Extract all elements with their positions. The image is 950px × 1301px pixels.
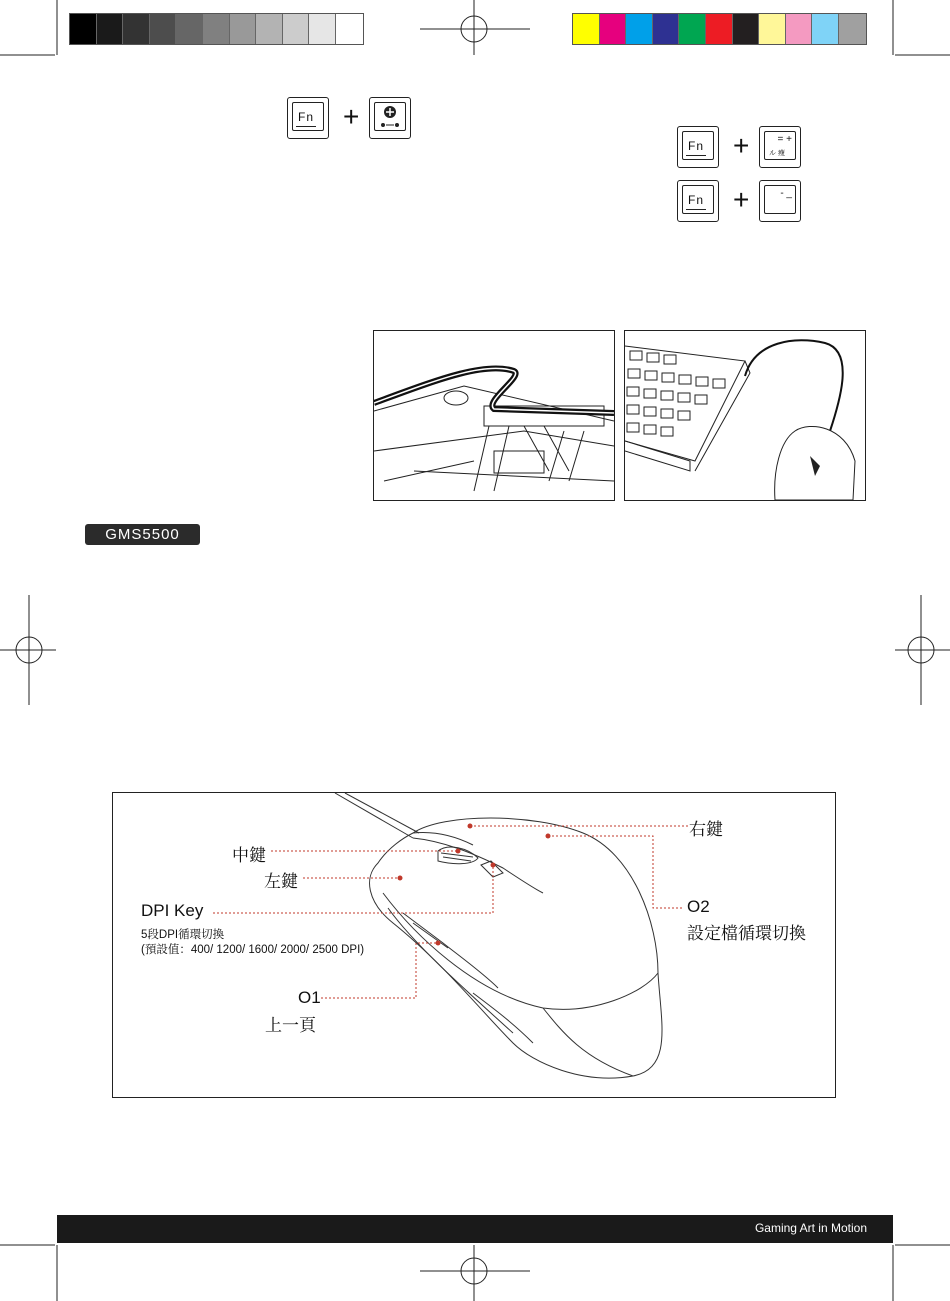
plus-sign: + <box>343 101 360 132</box>
model-badge: GMS5500 <box>85 524 200 545</box>
gray-swatch-5 <box>203 14 230 44</box>
mouse-diagram <box>112 792 836 1098</box>
o2-description: 設定檔循環切換 <box>687 924 806 943</box>
gray-swatch-10 <box>336 14 363 44</box>
keyboard-mouse-drawing <box>625 331 865 500</box>
footer-tagline: Gaming Art in Motion <box>754 1221 867 1235</box>
color-swatch-4 <box>679 14 706 44</box>
fn-key-3 <box>677 180 719 222</box>
gray-swatch-1 <box>97 14 124 44</box>
fn-key-label: Fn <box>688 193 705 207</box>
middle-button-label: 中鍵 <box>232 846 266 865</box>
color-swatch-9 <box>812 14 839 44</box>
footer-band <box>57 1215 893 1243</box>
color-swatch-6 <box>733 14 760 44</box>
color-swatch-3 <box>653 14 680 44</box>
minus-key <box>759 180 801 222</box>
gray-swatch-3 <box>150 14 177 44</box>
light-key <box>369 97 411 139</box>
color-swatch-2 <box>626 14 653 44</box>
color-bar <box>572 13 867 45</box>
gray-swatch-7 <box>256 14 283 44</box>
color-swatch-5 <box>706 14 733 44</box>
light-icon <box>375 103 405 129</box>
cable-routing-illustration <box>373 330 615 501</box>
gray-swatch-2 <box>123 14 150 44</box>
fn-key-2 <box>677 126 719 168</box>
o1-label: O1 <box>298 988 321 1007</box>
gray-swatch-4 <box>176 14 203 44</box>
color-swatch-8 <box>786 14 813 44</box>
dpi-key-label: DPI Key <box>141 901 204 920</box>
grayscale-bar <box>69 13 364 45</box>
left-button-label: 左鍵 <box>264 872 298 891</box>
o2-label: O2 <box>687 897 710 916</box>
color-swatch-10 <box>839 14 866 44</box>
fn-key-label: Fn <box>298 110 315 124</box>
color-swatch-1 <box>600 14 627 44</box>
dpi-default-values: (預設值：400/ 1200/ 1600/ 2000/ 2500 DPI) <box>141 944 365 956</box>
gray-swatch-9 <box>309 14 336 44</box>
o1-description: 上一頁 <box>265 1016 316 1035</box>
gray-swatch-8 <box>283 14 310 44</box>
plus-sign: + <box>733 130 750 161</box>
dpi-description: 5段DPI循環切換 <box>141 929 225 941</box>
right-button-label: 右鍵 <box>689 820 723 839</box>
gray-swatch-0 <box>70 14 97 44</box>
keyboard-mouse-illustration <box>624 330 866 501</box>
equal-key <box>759 126 801 168</box>
fn-key <box>287 97 329 139</box>
fn-key-label: Fn <box>688 139 705 153</box>
equal-key-top: = + <box>777 134 792 145</box>
cable-routing-drawing <box>374 331 614 500</box>
color-swatch-7 <box>759 14 786 44</box>
color-swatch-0 <box>573 14 600 44</box>
plus-sign: + <box>733 184 750 215</box>
minus-key-top: - _ <box>780 188 792 199</box>
equal-key-bottom: ル 瘦 <box>769 150 785 157</box>
gray-swatch-6 <box>230 14 257 44</box>
